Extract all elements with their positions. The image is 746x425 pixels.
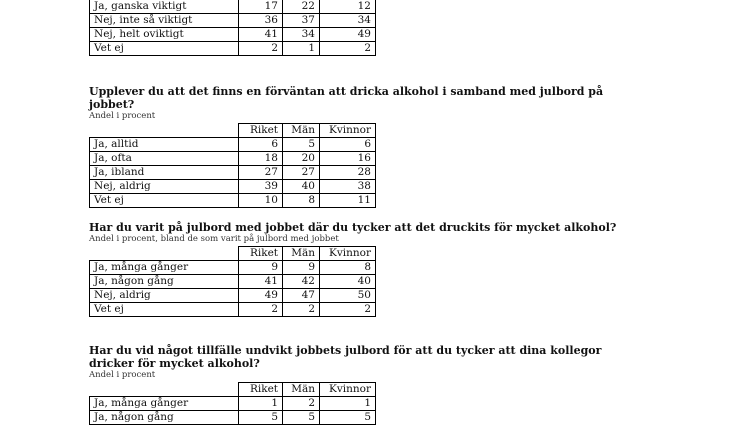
row-label: Ja, ibland bbox=[90, 166, 239, 180]
question-note: Andel i procent, bland de som varit på julbord med jobbet bbox=[89, 234, 339, 244]
cell-man: 2 bbox=[283, 397, 320, 411]
table-row bbox=[90, 303, 376, 317]
row-label: Ja, alltid bbox=[90, 138, 239, 152]
row-label: Nej, aldrig bbox=[90, 180, 239, 194]
row-label: Nej, inte så viktigt bbox=[90, 14, 239, 28]
cell-man: 22 bbox=[283, 0, 320, 14]
column-header-riket: Riket bbox=[239, 124, 283, 138]
cell-man: 34 bbox=[283, 28, 320, 42]
cell-kvinnor: 50 bbox=[320, 289, 376, 303]
cell-man: 5 bbox=[283, 411, 320, 425]
column-header-man: Män bbox=[283, 383, 320, 397]
cell-riket: 9 bbox=[239, 261, 283, 275]
column-header-man: Män bbox=[283, 247, 320, 261]
table-section-2 bbox=[89, 221, 649, 317]
table-row bbox=[90, 14, 376, 28]
table-row bbox=[90, 194, 376, 208]
cell-kvinnor: 12 bbox=[320, 0, 376, 14]
row-label: Ja, många gånger bbox=[90, 261, 239, 275]
cell-riket: 2 bbox=[239, 42, 283, 56]
cell-kvinnor: 6 bbox=[320, 138, 376, 152]
column-header-riket: Riket bbox=[239, 383, 283, 397]
column-header-riket: Riket bbox=[239, 247, 283, 261]
cell-kvinnor: 5 bbox=[320, 411, 376, 425]
table-header-row bbox=[90, 383, 376, 397]
table-section-0 bbox=[89, 0, 376, 56]
question-heading: Upplever du att det finns en förväntan att dricka alkohol i samband med julbord på jobbet? bbox=[89, 85, 604, 111]
row-label: Ja, ganska viktigt bbox=[90, 0, 239, 14]
row-label: Ja, någon gång bbox=[90, 275, 239, 289]
results-table-1 bbox=[89, 123, 376, 208]
row-label: Nej, helt oviktigt bbox=[90, 28, 239, 42]
column-header-man: Män bbox=[283, 124, 320, 138]
cell-man: 20 bbox=[283, 152, 320, 166]
cell-man: 5 bbox=[283, 138, 320, 152]
results-table-2 bbox=[89, 246, 376, 317]
table-row bbox=[90, 138, 376, 152]
cell-man: 47 bbox=[283, 289, 320, 303]
header-blank bbox=[90, 124, 239, 138]
cell-kvinnor: 40 bbox=[320, 275, 376, 289]
cell-kvinnor: 11 bbox=[320, 194, 376, 208]
cell-man: 1 bbox=[283, 42, 320, 56]
cell-kvinnor: 8 bbox=[320, 261, 376, 275]
cell-kvinnor: 16 bbox=[320, 152, 376, 166]
table-section-1 bbox=[89, 85, 649, 208]
table-row bbox=[90, 261, 376, 275]
table-row bbox=[90, 397, 376, 411]
cell-riket: 41 bbox=[239, 275, 283, 289]
cell-kvinnor: 2 bbox=[320, 42, 376, 56]
cell-man: 9 bbox=[283, 261, 320, 275]
cell-riket: 36 bbox=[239, 14, 283, 28]
table-row bbox=[90, 0, 376, 14]
header-blank bbox=[90, 383, 239, 397]
cell-kvinnor: 49 bbox=[320, 28, 376, 42]
table-row bbox=[90, 411, 376, 425]
table-row bbox=[90, 28, 376, 42]
table-row bbox=[90, 275, 376, 289]
cell-kvinnor: 2 bbox=[320, 303, 376, 317]
cell-riket: 18 bbox=[239, 152, 283, 166]
row-label: Nej, aldrig bbox=[90, 289, 239, 303]
cell-riket: 6 bbox=[239, 138, 283, 152]
cell-riket: 41 bbox=[239, 28, 283, 42]
cell-man: 27 bbox=[283, 166, 320, 180]
table-row bbox=[90, 42, 376, 56]
question-note: Andel i procent bbox=[89, 111, 156, 121]
question-heading: Har du varit på julbord med jobbet där du tycker att det druckits för mycket alkohol? bbox=[89, 221, 617, 234]
row-label: Ja, någon gång bbox=[90, 411, 239, 425]
column-header-kvinnor: Kvinnor bbox=[320, 124, 376, 138]
cell-riket: 17 bbox=[239, 0, 283, 14]
cell-kvinnor: 38 bbox=[320, 180, 376, 194]
row-label: Vet ej bbox=[90, 194, 239, 208]
table-header-row bbox=[90, 124, 376, 138]
question-heading: Har du vid något tillfälle undvikt jobbets julbord för att du tycker att dina kollegor dricker för mycket alkohol? bbox=[89, 344, 602, 370]
table-header-row bbox=[90, 247, 376, 261]
cell-riket: 39 bbox=[239, 180, 283, 194]
cell-riket: 5 bbox=[239, 411, 283, 425]
table-section-3 bbox=[89, 344, 649, 425]
row-label: Vet ej bbox=[90, 303, 239, 317]
row-label: Ja, ofta bbox=[90, 152, 239, 166]
cell-man: 8 bbox=[283, 194, 320, 208]
row-label: Vet ej bbox=[90, 42, 239, 56]
cell-riket: 2 bbox=[239, 303, 283, 317]
cell-man: 37 bbox=[283, 14, 320, 28]
table-row bbox=[90, 289, 376, 303]
cell-riket: 49 bbox=[239, 289, 283, 303]
cell-kvinnor: 1 bbox=[320, 397, 376, 411]
cell-riket: 10 bbox=[239, 194, 283, 208]
results-table-0 bbox=[89, 0, 376, 56]
cell-riket: 1 bbox=[239, 397, 283, 411]
table-row bbox=[90, 166, 376, 180]
header-blank bbox=[90, 247, 239, 261]
column-header-kvinnor: Kvinnor bbox=[320, 383, 376, 397]
table-row bbox=[90, 152, 376, 166]
table-row bbox=[90, 180, 376, 194]
cell-man: 2 bbox=[283, 303, 320, 317]
cell-man: 40 bbox=[283, 180, 320, 194]
cell-riket: 27 bbox=[239, 166, 283, 180]
row-label: Ja, många gånger bbox=[90, 397, 239, 411]
cell-kvinnor: 34 bbox=[320, 14, 376, 28]
cell-kvinnor: 28 bbox=[320, 166, 376, 180]
question-note: Andel i procent bbox=[89, 370, 156, 380]
column-header-kvinnor: Kvinnor bbox=[320, 247, 376, 261]
cell-man: 42 bbox=[283, 275, 320, 289]
